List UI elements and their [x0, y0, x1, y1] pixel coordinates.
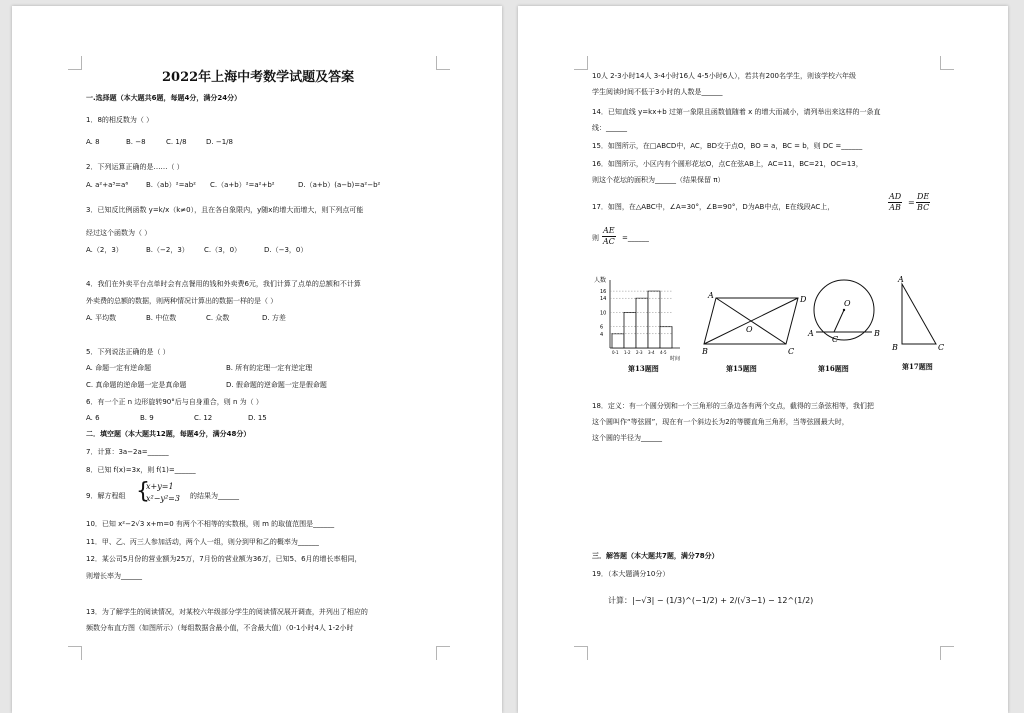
label-d: D [800, 295, 807, 304]
x-tick-label: 4-5 [660, 350, 667, 355]
option-a: A.（2，3） [86, 246, 123, 254]
question-12: 12．某公司5月份的营业额为25万，7月份的营业额为36万，已知5、6月的增长率相同， [86, 555, 362, 563]
label-a: A [898, 275, 904, 284]
figure-16-caption: 第16题图 [818, 364, 849, 373]
option-b: B. 9 [140, 414, 154, 422]
x-tick-label: 3-4 [648, 350, 655, 355]
option-a: A. a²+a³=a⁶ [86, 181, 129, 189]
question-4-cont: 外卖费的总额的数据，则两种情况计算出的数据一样的是（ ） [86, 297, 278, 305]
x-tick-label: 1-2 [624, 350, 631, 355]
option-b: B.（−2，3） [146, 246, 189, 254]
y-tick-label: 4 [600, 331, 604, 338]
question-2: 2．下列运算正确的是……（ ） [86, 163, 184, 171]
center-point [843, 309, 845, 311]
question-18-cont: 这个圆叫作“等弦圆”，现在有一个斜边长为2的等腰直角三角形，当等弦圆最大时， [592, 418, 849, 426]
denominator: AB [889, 203, 901, 212]
y-tick-label: 6 [600, 324, 604, 331]
page-1 [12, 6, 502, 713]
crop-mark [940, 56, 954, 70]
option-c: C. 众数 [206, 314, 230, 322]
figure-17-triangle [890, 274, 950, 354]
option-c: C. 12 [194, 414, 213, 422]
fraction-ad-ab [888, 192, 902, 213]
question-7: 7．计算：3a−2a=______ [86, 448, 169, 456]
question-17-then: 则 [592, 234, 599, 242]
question-4: 4．我们在外卖平台点单时会有点餐用的钱和外卖费6元，我们计算了点单的总额和不计算 [86, 280, 361, 288]
brace-icon: { [136, 479, 150, 504]
question-17-blank: =______ [622, 234, 649, 242]
label-c: C [938, 343, 945, 352]
section-heading: 三．解答题（本大题共7题，满分78分） [592, 552, 719, 560]
question-16: 16．如图所示，小区内有个圆形花坛O，点C在弦AB上，AC=11，BC=21，OC=13， [592, 160, 863, 168]
crop-mark [68, 56, 82, 70]
option-a: A. 8 [86, 138, 100, 146]
question-13-cont: 频数分布直方图（如图所示）（每组数据含最小值，不含最大值）（0-1小时4人 1-2小时 [86, 624, 354, 632]
option-c: C. 1/8 [166, 138, 187, 146]
crop-mark [940, 646, 954, 660]
label-b: B [702, 347, 708, 356]
question-17: 17．如图，在△ABC中，∠A=30°，∠B=90°，D为AB中点，E在线段AC上， [592, 203, 835, 211]
question-3: 3．已知反比例函数 y=k/x（k≠0），且在各自象限内，y随x的增大而增大，则下列点可能 [86, 206, 364, 214]
fraction-ae-ac [602, 226, 616, 247]
histogram-bar [636, 298, 648, 348]
question-18-cont: 这个圆的半径为______ [592, 434, 662, 442]
question-19-expression: 计算：|−√3| − (1/3)^(−1/2) + 2/(√3−1) − 12^(1/2) [608, 596, 814, 605]
question-1: 1．8的相反数为（ ） [86, 116, 154, 124]
equals-sign: = [908, 198, 915, 207]
option-d: D. 15 [248, 414, 267, 422]
option-d: D.（a+b）(a−b)=a²−b² [298, 181, 381, 189]
y-tick-label: 16 [600, 289, 607, 296]
fraction-de-bc [916, 192, 930, 213]
crop-mark [574, 646, 588, 660]
question-12-cont: 则增长率为______ [86, 572, 142, 580]
histogram-chart [590, 274, 688, 362]
question-15: 15．如图所示，在□ABCD中，AC，BD交于点O，BO = a，BC = b，则 DC =______ [592, 142, 863, 150]
label-o: O [844, 299, 851, 308]
equation-2: x²−y²=3 [146, 494, 180, 503]
label-b: B [874, 329, 880, 338]
segment-oc [834, 310, 844, 332]
label-c: C [832, 335, 839, 344]
figure-13-caption: 第13题图 [628, 364, 659, 373]
question-13-cont: 学生阅读时间不低于3小时的人数是______ [592, 88, 723, 96]
question-10: 10．已知 x²−2√3 x+m=0 有两个不相等的实数根，则 m 的取值范围是______ [86, 520, 335, 528]
crop-mark [436, 56, 450, 70]
question-16-cont: 则这个花坛的面积为______（结果保留 π） [592, 176, 725, 184]
option-a: A. 6 [86, 414, 100, 422]
histogram-bar [624, 312, 636, 348]
option-d: D.（−3，0） [264, 246, 308, 254]
option-b: B. −8 [126, 138, 146, 146]
label-b: B [892, 343, 898, 352]
figure-16-circle [796, 272, 884, 358]
equation-1: x+y=1 [146, 482, 174, 491]
page-title: 2022年上海中考数学试题及答案 [162, 70, 355, 85]
question-11: 11．甲、乙、丙三人参加活动，两个人一组，则分到甲和乙的概率为______ [86, 538, 319, 546]
label-o: O [746, 325, 753, 334]
option-b: B. 所有的定理一定有逆定理 [226, 364, 313, 372]
x-tick-label: 0-1 [612, 350, 619, 355]
figure-17-caption: 第17题图 [902, 362, 933, 371]
option-c: C.（3，0） [204, 246, 242, 254]
crop-mark [68, 646, 82, 660]
question-14-cont: 线：______ [592, 124, 627, 132]
option-b: B. 中位数 [146, 314, 177, 322]
numerator: AD [889, 192, 902, 201]
question-9-prefix: 9．解方程组 [86, 492, 126, 500]
question-13: 13．为了解学生的阅读情况，对某校六年级部分学生的阅读情况展开调查，并列出了相应的 [86, 608, 368, 616]
question-14: 14．已知直线 y=kx+b 过第一象限且函数值随着 x 的增大而减小，请列举出来这样的一条直 [592, 108, 881, 116]
figure-15-parallelogram [702, 288, 810, 356]
option-a: A. 命题一定有逆命题 [86, 364, 152, 372]
figure-15-caption: 第15题图 [726, 364, 757, 373]
page-2 [518, 6, 1008, 713]
histogram-bar [648, 291, 660, 348]
question-19: 19．（本大题满分10分） [592, 570, 670, 578]
question-3-cont: 经过这个函数为（ ） [86, 229, 152, 237]
label-a: A [708, 291, 714, 300]
crop-mark [436, 646, 450, 660]
histogram-bar [612, 334, 624, 348]
label-a: A [808, 329, 814, 338]
option-d: D. −1/8 [206, 138, 233, 146]
crop-mark [574, 56, 588, 70]
histogram-bar [660, 327, 672, 348]
y-tick-label: 10 [600, 310, 607, 317]
section-heading: 二．填空题（本大题共12题，每题4分，满分48分） [86, 430, 251, 438]
option-c: C.（a+b）²=a²+b² [210, 181, 275, 189]
option-d: D. 假命题的逆命题一定是假命题 [226, 381, 327, 389]
denominator: AC [602, 237, 615, 246]
question-8: 8．已知 f(x)=3x，则 f(1)=______ [86, 466, 196, 474]
x-tick-label: 2-3 [636, 350, 643, 355]
diagonal-bd [704, 298, 798, 344]
y-tick-label: 14 [600, 296, 607, 303]
question-5: 5．下列说法正确的是（ ） [86, 348, 170, 356]
numerator: DE [917, 192, 930, 201]
option-b: B.（ab）²=ab² [146, 181, 196, 189]
option-a: A. 平均数 [86, 314, 117, 322]
triangle-shape [902, 284, 936, 344]
question-13-cont: 10人 2-3小时14人 3-4小时16人 4-5小时6人），若共有200名学生，则该学校六年级 [592, 72, 857, 80]
question-9-suffix: 的结果为______ [190, 492, 239, 500]
y-axis-label: 人数 [594, 277, 607, 284]
question-18: 18．定义：有一个圆分别和一个三角形的三条边各有两个交点，截得的三条弦相等，我们把 [592, 402, 874, 410]
denominator: BC [917, 203, 930, 212]
numerator: AE [603, 226, 615, 235]
x-axis-label: 时间 [670, 356, 681, 362]
option-c: C. 真命题的逆命题一定是真命题 [86, 381, 187, 389]
section-heading: 一.选择题（本大题共6题，每题4分，满分24分） [86, 94, 242, 102]
label-c: C [788, 347, 795, 356]
option-d: D. 方差 [262, 314, 286, 322]
question-6: 6．有一个正 n 边形旋转90°后与自身重合，则 n 为（ ） [86, 398, 263, 406]
